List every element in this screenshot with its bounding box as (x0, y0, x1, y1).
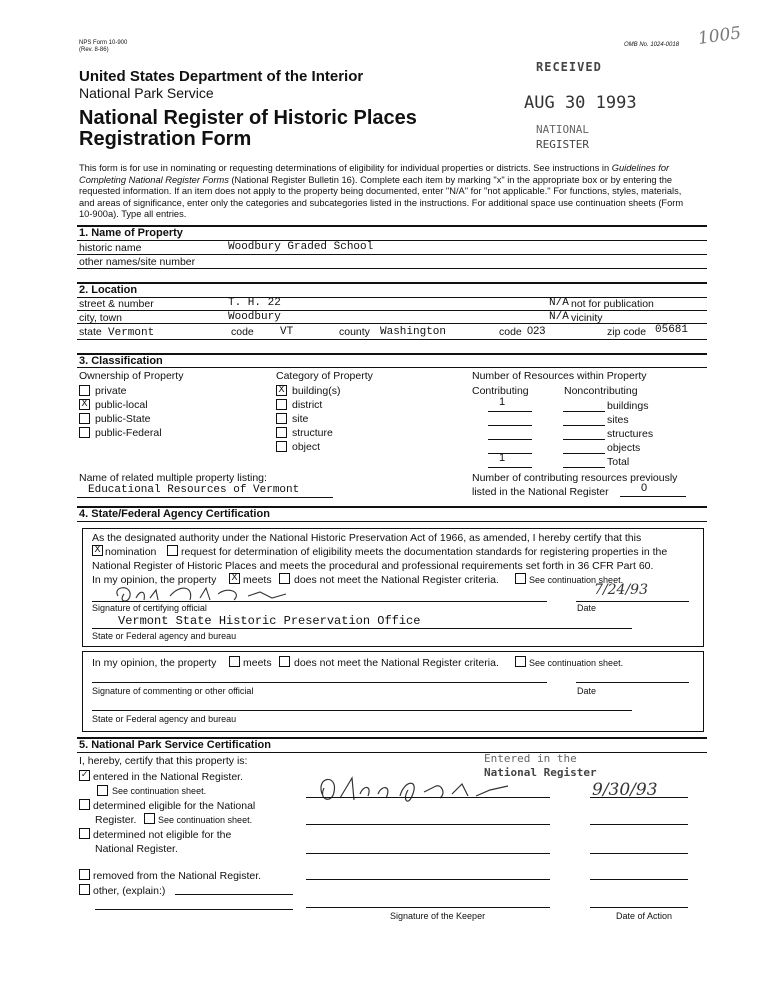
opinion-label: In my opinion, the property (92, 574, 217, 586)
meets2-checkbox[interactable] (229, 656, 240, 667)
date-of-action-label: Date of Action (616, 911, 673, 921)
noncontributing-line (563, 467, 605, 468)
noncontributing-line (563, 425, 605, 426)
agency-value: Vermont State Historic Preservation Office (118, 614, 421, 628)
section1-title: 1. Name of Property (79, 227, 183, 239)
category-checkbox-3[interactable] (276, 427, 287, 438)
noncontributing-line (563, 439, 605, 440)
section4-title: 4. State/Federal Agency Certification (79, 508, 270, 520)
not-eligible-label-2: National Register. (95, 843, 178, 855)
not-for-publication-label: not for publication (571, 298, 654, 310)
form-number: NPS Form 10-900 (79, 40, 128, 46)
historic-name-value: Woodbury Graded School (228, 241, 374, 253)
nps-intro: I, hereby, certify that this property is: (79, 755, 248, 767)
street-value: T. H. 22 (228, 297, 281, 309)
signature-label: Signature of certifying official (92, 603, 207, 613)
resource-row-label-2: structures (607, 428, 654, 440)
resource-row-label-1: sites (607, 414, 629, 426)
category-label-0: building(s) (292, 385, 341, 397)
keeper-label: Signature of the Keeper (390, 911, 486, 921)
service-name: National Park Service (79, 85, 214, 101)
state-value: Vermont (108, 327, 155, 339)
resource-row-label-0: buildings (607, 400, 649, 412)
opinion2-label: In my opinion, the property (92, 657, 217, 669)
section5-title: 5. National Park Service Certification (79, 739, 271, 751)
contributing-count-4: 1 (499, 452, 506, 464)
category-label-2: site (292, 413, 309, 425)
meets-label: meets (243, 574, 272, 586)
multiple-property-label: Name of related multiple property listing: (79, 472, 267, 484)
does-not-meet2-label: does not meet the National Register criteria. (294, 657, 499, 669)
section3-title: 3. Classification (79, 355, 163, 367)
agency-label: State or Federal agency and bureau (92, 631, 237, 641)
category-label-1: district (292, 399, 323, 411)
vicinity-mark: N/A (549, 311, 569, 323)
street-label: street & number (79, 298, 154, 310)
multiple-property-value: Educational Resources of Vermont (88, 484, 300, 496)
noncontributing-line (563, 453, 605, 454)
previously-listed-value: 0 (641, 482, 648, 494)
state-label: state (79, 326, 102, 338)
register-stamp: REGISTER (536, 138, 589, 151)
see-continuation2-label: See continuation sheet. (529, 658, 624, 668)
historic-name-label: historic name (79, 242, 142, 254)
received-stamp: RECEIVED (536, 60, 602, 74)
category-label-3: structure (292, 427, 333, 439)
see-continuation2-checkbox[interactable] (515, 656, 526, 667)
ownership-label-0: private (95, 385, 127, 397)
contributing-line (488, 439, 532, 440)
resource-row-label-3: objects (607, 442, 641, 454)
certification-line3: National Register of Historic Places and meets the procedural and professional requirements set forth in 36 CFR Part 60. (92, 560, 654, 572)
category-checkbox-2[interactable] (276, 413, 287, 424)
entered-stamp-line1: Entered in the (484, 752, 577, 765)
eligible-see-cont-label: See continuation sheet. (158, 815, 253, 825)
county-code-label: code (499, 326, 522, 338)
request-checkbox[interactable] (167, 545, 178, 556)
resources-heading: Number of Resources within Property (472, 370, 647, 382)
zip-value: 05681 (655, 324, 689, 336)
ownership-label-2: public-State (95, 413, 151, 425)
ownership-label-1: public-local (95, 399, 148, 411)
does-not-meet2-checkbox[interactable] (279, 656, 290, 667)
category-heading: Category of Property (276, 370, 373, 382)
not-for-publication-mark: N/A (549, 297, 569, 309)
form-title-line1: National Register of Historic Places (79, 107, 417, 129)
county-code-value: 023 (527, 325, 546, 337)
previously-listed-label-1: Number of contributing resources previously (472, 472, 678, 484)
date2-label: Date (577, 686, 597, 696)
eligible-label-2: Register. (95, 814, 137, 826)
eligible-label-1: determined eligible for the National (93, 800, 256, 812)
certification-line2: request for determination of eligibility meets the documentation standards for registering properties in the (181, 546, 668, 558)
contributing-heading: Contributing (472, 385, 529, 397)
nomination-checkbox[interactable]: X (92, 545, 103, 556)
category-checkbox-1[interactable] (276, 399, 287, 410)
ownership-label-3: public-Federal (95, 427, 162, 439)
city-label: city, town (79, 312, 122, 324)
commenting-label: Signature of commenting or other official (92, 686, 254, 696)
department-name: United States Department of the Interior (79, 68, 364, 85)
date-label: Date (577, 603, 597, 613)
eligible-checkbox[interactable] (79, 799, 90, 810)
certification-line1: As the designated authority under the National Historic Preservation Act of 1966, as amended, I hereby certify that this (92, 532, 642, 544)
county-label: county (339, 326, 370, 338)
zip-label: zip code (607, 326, 647, 338)
eligible-see-cont-checkbox[interactable] (144, 813, 155, 824)
category-label-4: object (292, 441, 321, 453)
entered-label: entered in the National Register. (93, 771, 244, 783)
entered-stamp-line2: National Register (484, 766, 597, 779)
form-revision: (Rev. 8-86) (79, 47, 109, 53)
contributing-line (488, 453, 532, 454)
contributing-line (488, 467, 532, 468)
national-stamp: NATIONAL (536, 123, 589, 136)
state-code-label: code (231, 326, 254, 338)
ownership-checkbox-0[interactable] (79, 385, 90, 396)
state-code-value: VT (280, 326, 294, 338)
city-value: Woodbury (228, 311, 281, 323)
handwritten-number: 1005 (696, 23, 743, 49)
see-continuation-label: See continuation sheet. (529, 575, 624, 585)
date-of-action-value: 9/30/93 (592, 780, 658, 800)
noncontributing-heading: Noncontributing (564, 385, 638, 397)
entered-see-cont-label: See continuation sheet. (112, 786, 207, 796)
category-checkbox-4[interactable] (276, 441, 287, 452)
agency2-label: State or Federal agency and bureau (92, 714, 237, 724)
contributing-line (488, 411, 532, 412)
see-continuation-checkbox[interactable] (515, 573, 526, 584)
resource-row-label-4: Total (607, 456, 630, 468)
received-date-stamp: AUG 30 1993 (524, 93, 637, 113)
form-title-line2: Registration Form (79, 128, 252, 150)
contributing-count-0: 1 (499, 396, 506, 408)
meets-checkbox[interactable]: X (229, 573, 240, 584)
noncontributing-line (563, 411, 605, 412)
removed-label: removed from the National Register. (93, 870, 262, 882)
keeper-signature (312, 770, 512, 810)
other-label: other, (explain:) (93, 885, 166, 897)
vicinity-label: vicinity (571, 312, 603, 324)
ownership-heading: Ownership of Property (79, 370, 184, 382)
does-not-meet-label: does not meet the National Register criteria. (294, 574, 499, 586)
meets2-label: meets (243, 657, 272, 669)
guidelines-title: Guidelines for Completing National Register Forms (79, 163, 670, 185)
entered-checkbox[interactable]: ✓ (79, 770, 90, 781)
intro-paragraph: This form is for use in nominating or requesting determinations of eligibility for individual properties or districts. See instructions in Guidelines for Completing National Register Forms (National Register Bulletin 16). Complete each item by marking "x" in the appropriate box or by entering the requested information. If an item does not apply to the property being documented, enter "N/A" for "not applicable." For functions, styles, materials, and areas of significance, enter only the categories and subcategories listed in the instructions. For additional space use continuation sheets (Form 10-900a). Type all entries. (79, 163, 684, 219)
previously-listed-label-2: listed in the National Register (472, 486, 609, 498)
not-eligible-checkbox[interactable] (79, 828, 90, 839)
omb-number: OMB No. 1024-0018 (624, 42, 680, 48)
nomination-label: nomination (105, 546, 157, 558)
other-checkbox[interactable] (79, 884, 90, 895)
ownership-checkbox-1[interactable]: X (79, 399, 90, 410)
certifying-date: 7/24/93 (594, 582, 648, 598)
not-eligible-label-1: determined not eligible for the (93, 829, 232, 841)
entered-see-cont-checkbox[interactable] (97, 785, 108, 796)
category-checkbox-0[interactable]: X (276, 385, 287, 396)
section2-title: 2. Location (79, 284, 138, 296)
removed-checkbox[interactable] (79, 869, 90, 880)
contributing-line (488, 425, 532, 426)
ownership-checkbox-3[interactable] (79, 427, 90, 438)
county-value: Washington (380, 326, 447, 338)
other-names-label: other names/site number (79, 256, 196, 268)
ownership-checkbox-2[interactable] (79, 413, 90, 424)
